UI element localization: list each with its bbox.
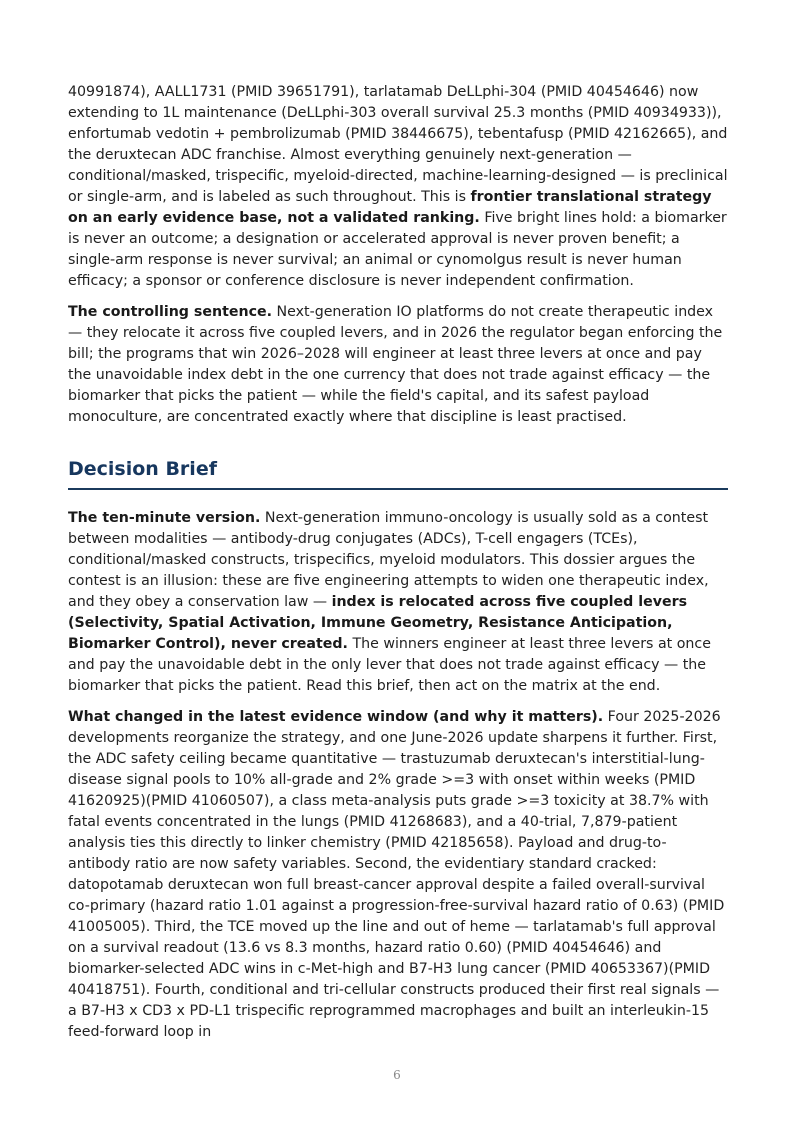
intro-paragraph — [68, 82, 728, 292]
ten-minute-paragraph — [68, 508, 728, 697]
what-changed-paragraph — [68, 707, 728, 1043]
intro-text-1: 40991874), AALL1731 (PMID 39651791), tarlatamab DeLLphi-304 (PMID 40454646) now extending to 1L maintenance (DeLLphi-303 overall survival 25.3 months (PMID 40934933)), enfortumab vedotin + pembrolizumab (PMID 38446675), tebentafusp (PMID 42162665), and the deruxtecan ADC franchise. Almost everything genuinely next-generation — conditional/masked, trispecific, myeloid-directed, machine-learning-designed — is preclinical or single-arm, and is labeled as such throughout. This is — [68, 84, 728, 205]
what-changed-lead: What changed in the latest evidence window (and why it matters). — [68, 709, 604, 725]
ten-minute-text-1: Next-generation immuno-oncology is usually sold as a contest between modalities — antibody-drug conjugates (ADCs), T-cell engagers (TCEs), conditional/masked constructs, trispecifics, myeloid modulators. This dossier argues the contest is an illusion: these are five engineering attempts to widen one therapeutic index, and they obey a conservation law — — [68, 510, 709, 610]
section-heading-decision-brief: Decision Brief — [68, 456, 728, 490]
controlling-sentence-text: Next-generation IO platforms do not create therapeutic index — they relocate it across five coupled levers, and in 2026 the regulator began enforcing the bill; the programs that win 2026–2028 will engineer at least three levers at once and pay the unavoidable index debt in the one currency that does not trade against efficacy — the biomarker that picks the patient — while the field's capital, and its safest payload monoculture, are concentrated exactly where that discipline is least practised. — [68, 304, 723, 425]
intro-bold-statement: frontier translational strategy on an early evidence base, not a validated ranking. — [68, 189, 712, 226]
what-changed-text: Four 2025-2026 developments reorganize the strategy, and one June-2026 update sharpens it further. First, the ADC safety ceiling became quantitative — trastuzumab deruxtecan's interstitial-lung-disease signal pools to 10% all-grade and 2% grade >=3 with onset within weeks (PMID 41620925)(PMID 41060507), a class meta-analysis puts grade >=3 toxicity at 38.7% with fatal events concentrated in the lungs (PMID 41268683), and a 40-trial, 7,879-patient analysis ties this directly to linker chemistry (PMID 42185658). Payload and drug-to-antibody ratio are now safety variables. Second, the evidentiary standard cracked: datopotamab deruxtecan won full breast-cancer approval despite a failed overall-survival co-primary (hazard ratio 1.01 against a progression-free-survival hazard ratio of 0.63) (PMID 41005005). Third, the TCE moved up the line and out of heme — tarlatamab's full approval on a survival readout (13.6 vs 8.3 months, hazard ratio 0.60) (PMID 40454646) and biomarker-selected ADC wins in c-Met-high and B7-H3 lung cancer (PMID 40653367)(PMID 40418751). Fourth, conditional and tri-cellular constructs produced their first real signals — a B7-H3 x CD3 x PD-L1 trispecific reprogrammed macrophages and built an interleukin-15 feed-forward loop in — [68, 709, 725, 1040]
ten-minute-text-2: The winners engineer at least three levers at once and pay the unavoidable debt in the only lever that does not trade against efficacy — the biomarker that picks the patient. Read this brief, then act on the matrix at the end. — [68, 636, 711, 694]
ten-minute-bold-statement: index is relocated across five coupled levers (Selectivity, Spatial Activation, Immune Geometry, Resistance Anticipation, Biomarker Control), never created. — [68, 594, 688, 652]
controlling-sentence-paragraph — [68, 302, 728, 428]
page-number: 6 — [393, 1068, 401, 1082]
controlling-sentence-lead: The controlling sentence. — [68, 304, 273, 320]
ten-minute-lead: The ten-minute version. — [68, 510, 261, 526]
page-content — [68, 82, 728, 1053]
intro-text-2: Five bright lines hold: a biomarker is never an outcome; a designation or accelerated approval is never proven benefit; a single-arm response is never survival; an animal or cynomolgus result is never human efficacy; a sponsor or conference disclosure is never independent confirmation. — [68, 210, 727, 289]
